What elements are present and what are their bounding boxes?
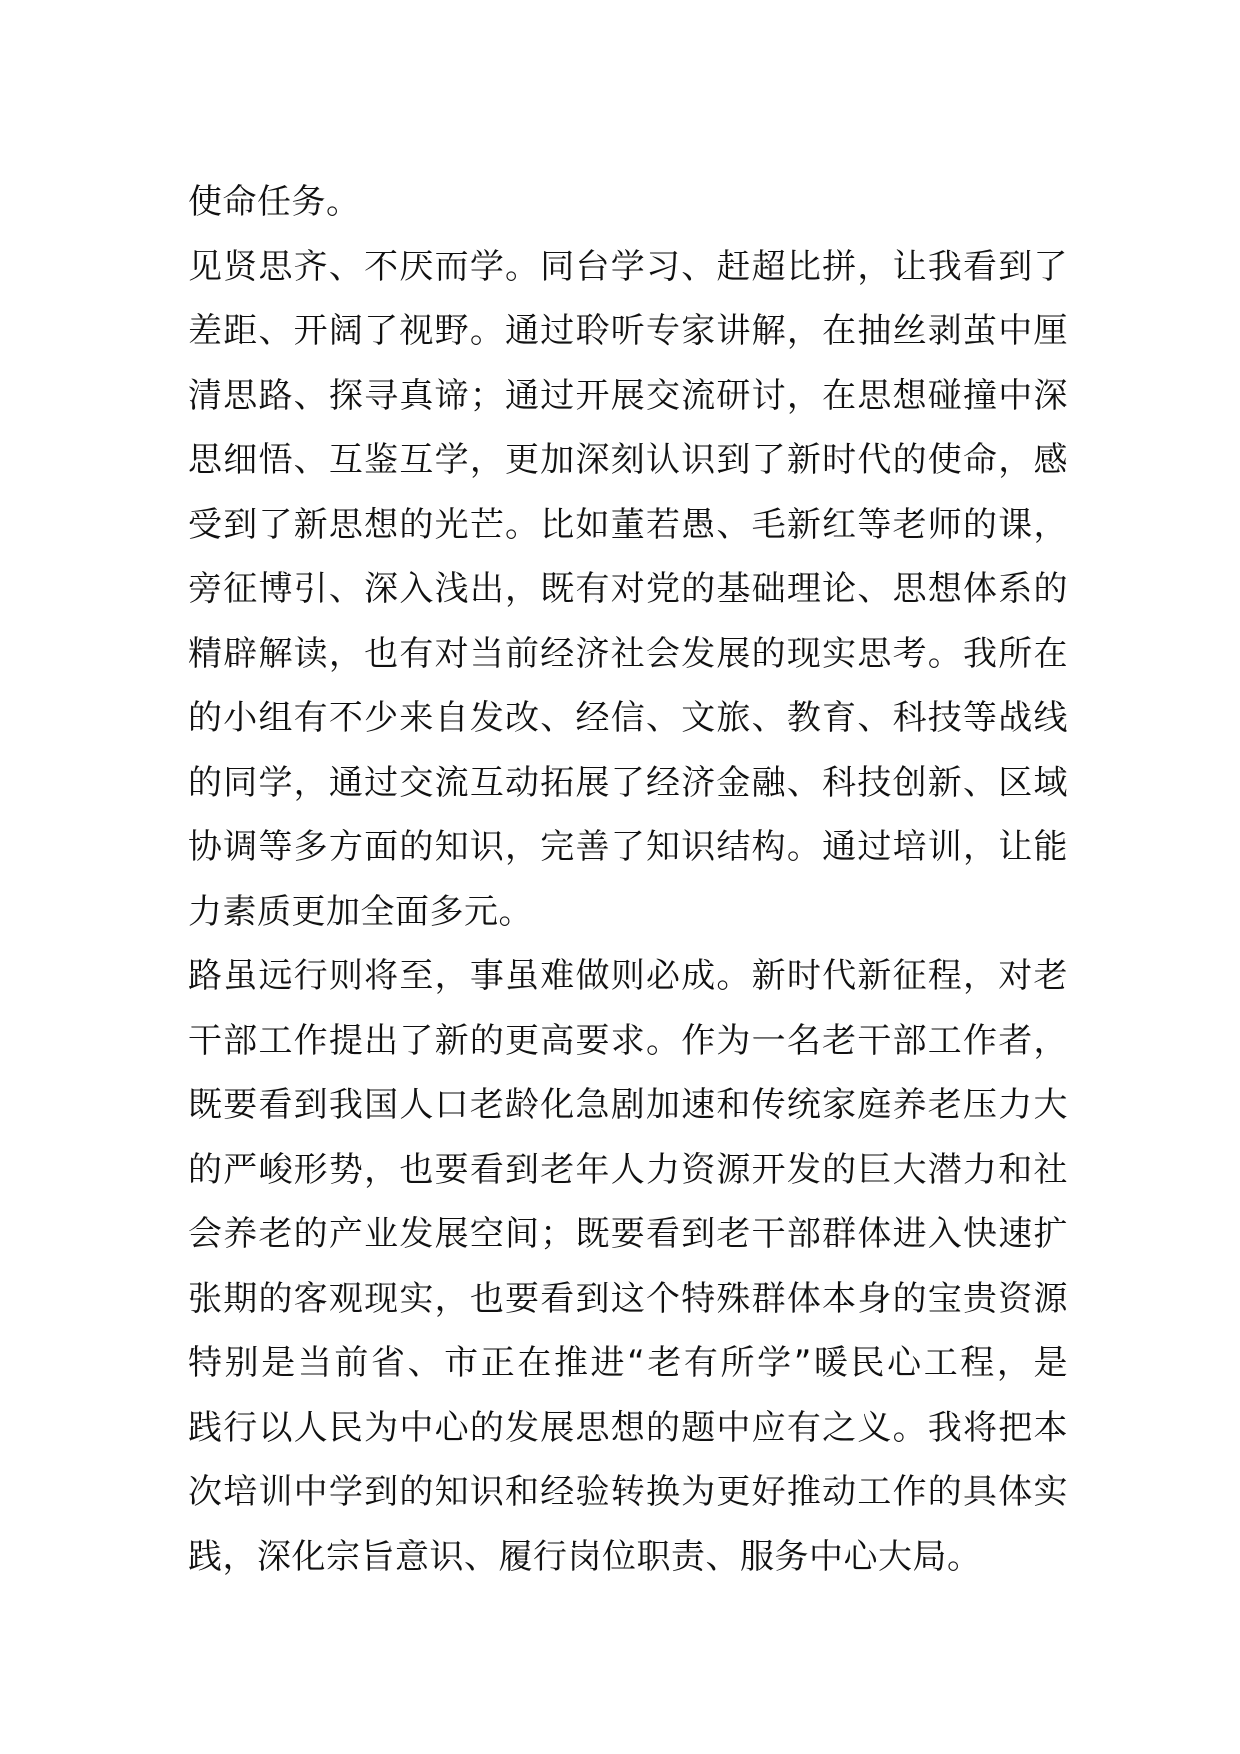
- text-line: 践行以人民为中心的发展思想的题中应有之义。我将把本: [188, 1407, 1068, 1448]
- text-line: 差距、开阔了视野。通过聆听专家讲解，在抽丝剥茧中厘: [188, 311, 1068, 351]
- body-text: [188, 170, 1068, 1589]
- text-line: 的严峻形势，也要看到老年人力资源开发的巨大潜力和社: [188, 1149, 1068, 1190]
- text-line: 路虽远行则将至，事虽难做则必成。新时代新征程，对老: [188, 956, 1068, 996]
- text-line: 会养老的产业发展空间；既要看到老干部群体进入快速扩: [188, 1214, 1068, 1254]
- text-line: 干部工作提出了新的更高要求。作为一名老干部工作者，: [188, 1020, 1068, 1061]
- text-line: 协调等多方面的知识，完善了知识结构。通过培训，让能: [188, 827, 1068, 867]
- text-line: 特别是当前省、市正在推进“老有所学”暖民心工程，是: [188, 1343, 1068, 1383]
- text-line: 力素质更加全面多元。: [188, 891, 533, 932]
- text-line: 既要看到我国人口老龄化急剧加速和传统家庭养老压力大: [188, 1085, 1068, 1125]
- text-line: 的同学，通过交流互动拓展了经济金融、科技创新、区域: [188, 762, 1068, 803]
- text-line: 精辟解读，也有对当前经济社会发展的现实思考。我所在: [188, 633, 1068, 674]
- text-line: 使命任务。: [188, 182, 361, 222]
- text-line: 次培训中学到的知识和经验转换为更好推动工作的具体实: [188, 1472, 1068, 1512]
- text-line: 的小组有不少来自发改、经信、文旅、教育、科技等战线: [188, 698, 1068, 738]
- text-line: 张期的客观现实，也要看到这个特殊群体本身的宝贵资源: [188, 1278, 1068, 1319]
- text-line: 受到了新思想的光芒。比如董若愚、毛新红等老师的课，: [188, 504, 1068, 545]
- text-line: 清思路、探寻真谛；通过开展交流研讨，在思想碰撞中深: [188, 375, 1068, 416]
- text-line: 见贤思齐、不厌而学。同台学习、赶超比拼，让我看到了: [188, 246, 1068, 287]
- text-line: 践，深化宗旨意识、履行岗位职责、服务中心大局。: [188, 1536, 982, 1577]
- text-line: 思细悟、互鉴互学，更加深刻认识到了新时代的使命，感: [188, 440, 1068, 480]
- text-line: 旁征博引、深入浅出，既有对党的基础理论、思想体系的: [188, 569, 1068, 609]
